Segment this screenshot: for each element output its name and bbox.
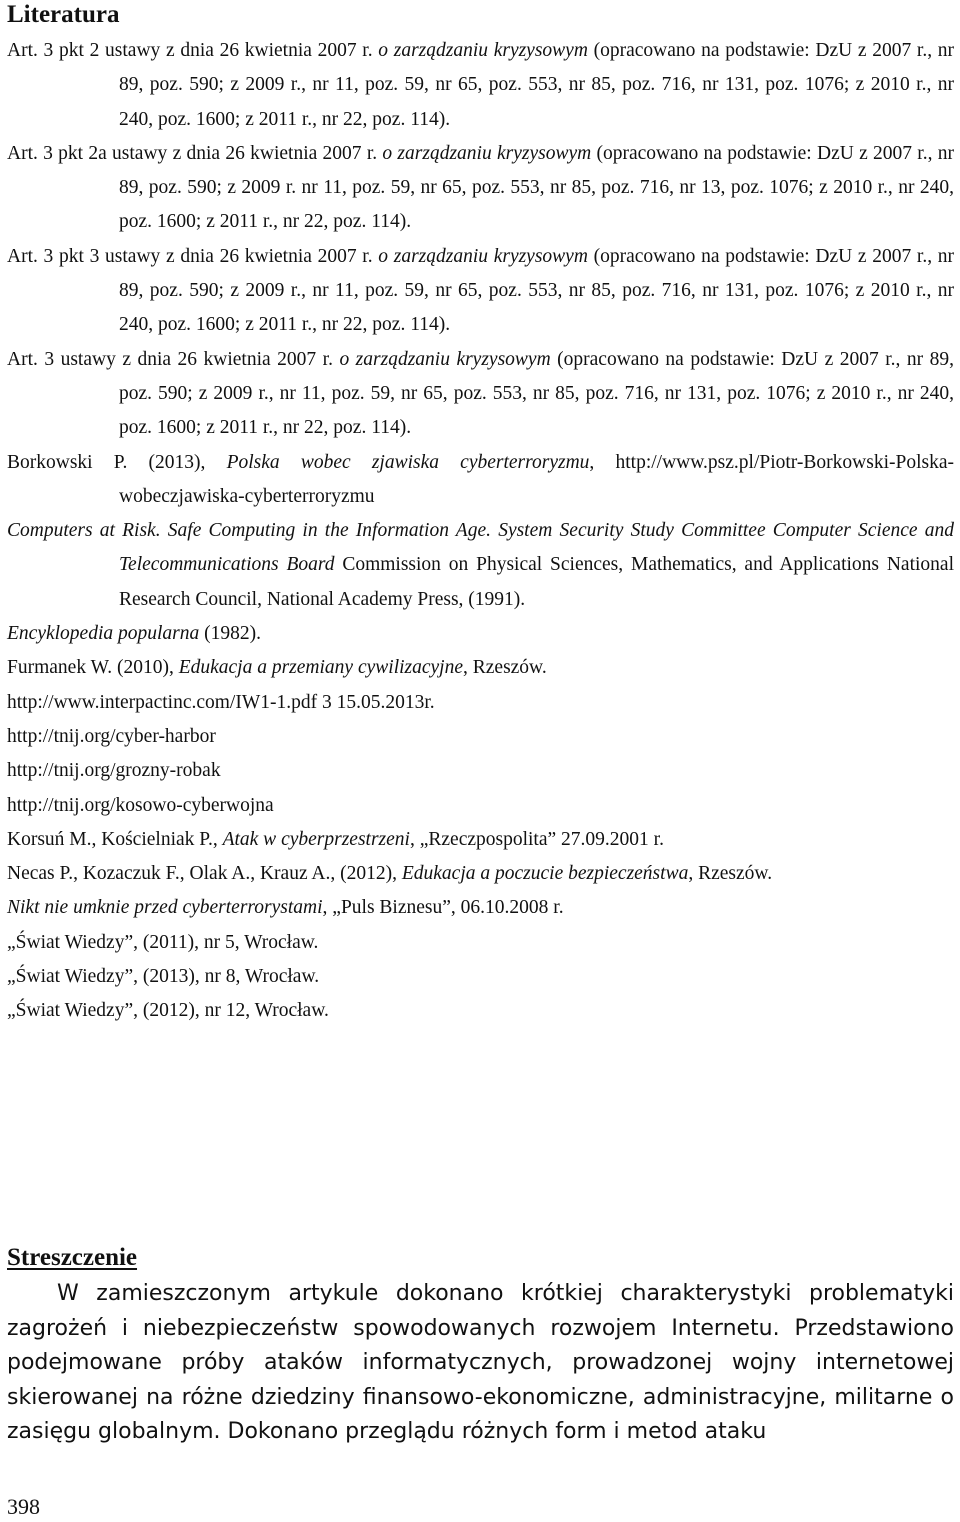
reference-list [7, 34, 954, 1029]
reference-entry [7, 651, 954, 685]
reference-text: , „Rzeczpospolita” 27.09.2001 r. [409, 828, 664, 850]
reference-text: (opracowano na podstawie: DzU z 2007 r., nr 89, poz. 590; z 2009 r., nr 11, poz. 59, nr 65, poz. 553, nr 85, poz. 716, nr 131, poz. 1076; z 2010 r., nr 240, poz. 1600; z 2011 r., nr 22, poz. 114). [119, 348, 955, 439]
reference-entry [7, 514, 954, 617]
reference-text: (1982). [199, 623, 261, 645]
reference-entry [7, 137, 954, 240]
reference-title: o zarządzaniu kryzysowym [378, 245, 588, 267]
reference-entry [7, 960, 954, 994]
reference-entry [7, 823, 954, 857]
reference-text: (opracowano na podstawie: DzU z 2007 r., nr 89, poz. 590; z 2009 r., nr 11, poz. 59, nr 65, poz. 553, nr 85, poz. 716, nr 131, poz. 1076; z 2010 r., nr 240, poz. 1600; z 2011 r., nr 22, poz. 114). [119, 40, 955, 130]
reference-text: http://tnij.org/kosowo-cyberwojna [7, 794, 274, 816]
reference-text: Furmanek W. (2010), [7, 657, 179, 679]
reference-text: , http://www.psz.pl/Piotr-Borkowski-Polska-wobeczjawiska-cyberterroryzmu [119, 451, 954, 507]
reference-text: Art. 3 pkt 2 ustawy z dnia 26 kwietnia 2007 r. [7, 40, 379, 61]
reference-title: o zarządzaniu kryzysowym [378, 40, 588, 61]
reference-entry [7, 926, 954, 960]
reference-text: Art. 3 ustawy z dnia 26 kwietnia 2007 r. [7, 348, 340, 370]
reference-text: Necas P., Kozaczuk F., Olak A., Krauz A., (2012), [7, 863, 402, 885]
reference-text: , Rzeszów. [688, 863, 773, 885]
reference-title: Atak w cyberprzestrzeni [222, 828, 410, 850]
reference-entry [7, 789, 954, 823]
reference-text: „Świat Wiedzy”, (2012), nr 12, Wrocław. [7, 1000, 329, 1022]
reference-text: http://www.interpactinc.com/IW1-1.pdf 3 15.05.2013r. [7, 691, 435, 713]
reference-text: Art. 3 pkt 3 ustawy z dnia 26 kwietnia 2007 r. [7, 245, 379, 267]
reference-title: Encyklopedia popularna [7, 623, 200, 645]
reference-text: (opracowano na podstawie: DzU z 2007 r., nr 89, poz. 590; z 2009 r. nr 11, poz. 59, nr 65, poz. 553, nr 85, poz. 716, nr 13, poz. 1076; z 2010 r., nr 240, poz. 1600; z 2011 r., nr 22, poz. 114). [119, 142, 954, 233]
reference-title: Nikt nie umknie przed cyberterrorystami [7, 897, 323, 919]
reference-entry [7, 343, 954, 446]
reference-text: , Rzeszów. [463, 657, 547, 679]
reference-entry [7, 994, 954, 1028]
reference-text: „Świat Wiedzy”, (2011), nr 5, Wrocław. [7, 931, 319, 953]
reference-entry [7, 754, 954, 788]
reference-text: http://tnij.org/grozny-robak [7, 760, 221, 782]
reference-entry [7, 891, 954, 925]
reference-title: o zarządzaniu kryzysowym [339, 348, 551, 370]
reference-title: Computers at Risk. Safe Computing in the Information Age. System Security Study Committee Computer Science and Telecommunications Board [7, 520, 954, 576]
reference-text: (opracowano na podstawie: DzU z 2007 r., nr 89, poz. 590; z 2009 r., nr 11, poz. 59, nr 65, poz. 553, nr 85, poz. 716, nr 131, poz. 1076; z 2010 r., nr 240, poz. 1600; z 2011 r., nr 22, poz. 114). [119, 245, 955, 336]
reference-text: http://tnij.org/cyber-harbor [7, 725, 216, 747]
reference-text: Korsuń M., Kościelniak P., [7, 828, 223, 850]
reference-title: o zarządzaniu kryzysowym [382, 142, 592, 164]
reference-entry [7, 446, 954, 515]
reference-text: Commission on Physical Sciences, Mathematics, and Applications National Research Council, National Academy Press, (1991). [119, 554, 954, 610]
reference-entry [7, 34, 954, 137]
reference-title: Polska wobec zjawiska cyberterroryzmu [226, 451, 590, 473]
page-number: 398 [7, 1494, 40, 1519]
reference-title: Edukacja a poczucie bezpieczeństwa [401, 863, 689, 885]
reference-entry [7, 686, 954, 720]
summary-paragraph: W zamieszczonym artykule dokonano krótkiej charakterystyki problematyki zagrożeń i niebezpieczeństw spowodowanych rozwojem Internetu. Przedstawiono podejmowane próby ataków informatycznych, prowadzonej wojny internetowej skierowanej na różne dziedziny finansowo-ekonomiczne, administracyjne, militarne o zasięgu globalnym. Dokonano przeglądu różnych form i metod ataku [7, 1281, 954, 1445]
reference-entry [7, 857, 954, 891]
reference-text: Art. 3 pkt 2a ustawy z dnia 26 kwietnia 2007 r. [7, 142, 383, 164]
reference-entry [7, 617, 954, 651]
reference-entry [7, 720, 954, 754]
summary-heading: Streszczenie [7, 1244, 138, 1271]
literature-heading: Literatura [7, 1, 120, 28]
reference-text: „Świat Wiedzy”, (2013), nr 8, Wrocław. [7, 966, 320, 988]
reference-title: Edukacja a przemiany cywilizacyjne [178, 657, 463, 679]
reference-text: , „Puls Biznesu”, 06.10.2008 r. [322, 897, 564, 919]
reference-text: Borkowski P. (2013), [7, 451, 227, 473]
reference-entry [7, 240, 954, 343]
